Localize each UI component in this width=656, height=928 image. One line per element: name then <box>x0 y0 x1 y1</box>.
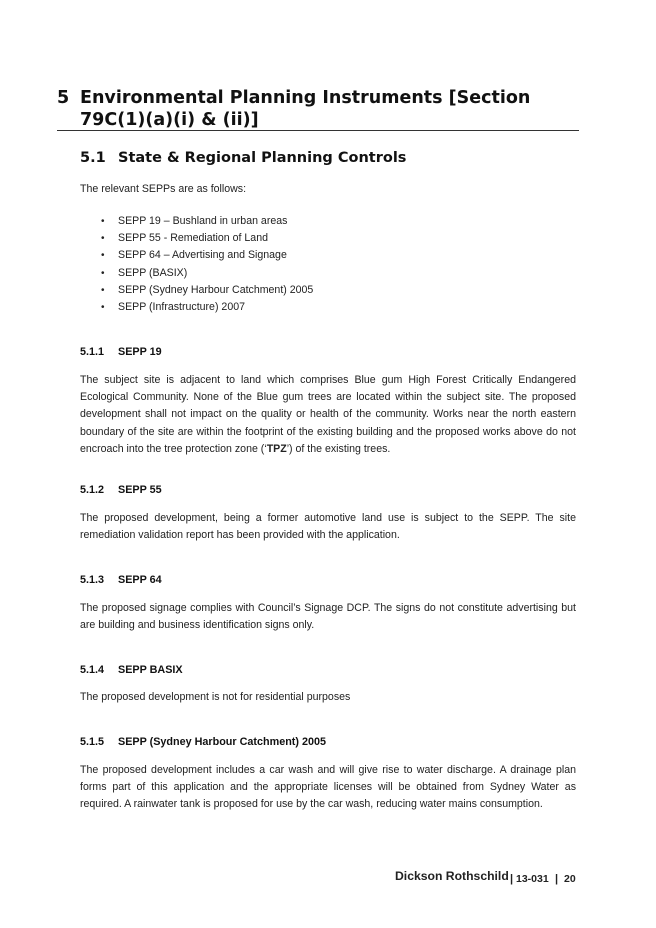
paragraph-sepp-basix: The proposed development is not for residential purposes <box>80 691 351 703</box>
list-item: • SEPP 19 – Bushland in urban areas <box>80 213 480 230</box>
document-page: 5 Environmental Planning Instruments [Section 79C(1)(a)(i) & (ii)] 5.1 State & Regional Planning Controls The relevant SEPPs are as follows: • SEPP 19 – Bushland in urban areas • SEPP 55 - Remediation of Land • SEPP 64 – Advertising and Signage • SEPP (BASIX) • SEPP (Sydney Harbour Catchment) 2005 • SEPP (Infrastructure) 2007 5.1.1 SEPP 19 The subject site is adjacent to land which comprises Blue gum High Forest Critically Endangered Ecological Community. None of the Blue gum trees are located within the subject site. The proposed development shall not impact on the quality or health of the community. Works near the north eastern boundary of the site are within the footprint of the existing building and the proposed works above do not encroach into the tree protection zone (‘TPZ’) of the existing trees. 5.1.2 SEPP 55 The proposed development, being a former automotive land use is subject to the SEPP. The site remediation validation report has been provided with the application. 5.1.3 SEPP 64 The proposed signage complies with Council’s Signage DCP. The signs do not constitute advertising but are building and business identification signs only. 5.1.4 SEPP BASIX The proposed development is not for residential purposes 5.1.5 SEPP (Sydney Harbour Catchment) 2005 The proposed development includes a car wash and will give rise to water discharge. A drainage plan forms part of this application and the appropriate licenses will be obtained from Sydney Water as required. A rainwater tank is proposed for use by the car wash, reducing water mains consumption. Dickson Rothschild | 13-031 | 20 <box>0 0 656 928</box>
paragraph-sepp-19: The subject site is adjacent to land which comprises Blue gum High Forest Critically Endangered Ecological Community. None of the Blue gum trees are located within the subject site. The proposed development shall not impact on the quality or health of the community. Works near the north eastern boundary of the site are within the footprint of the existing building and the proposed works above do not encroach into the tree protection zone (‘TPZ’) of the existing trees. <box>80 374 576 455</box>
bullet-icon: • <box>101 216 105 227</box>
page-number: 20 <box>564 873 576 885</box>
list-item: • SEPP 55 - Remediation of Land <box>80 230 480 247</box>
footer-separator: | <box>510 873 514 885</box>
bullet-icon: • <box>101 233 105 245</box>
page-footer <box>395 869 585 893</box>
list-item: • SEPP (Sydney Harbour Catchment) 2005 <box>80 282 480 299</box>
paragraph-sepp-55: The proposed development, being a former automotive land use is subject to the SEPP. The site remediation validation report has been provided with the application. <box>80 512 576 542</box>
section-title: Environmental Planning Instruments [Section 79C(1)(a)(i) & (ii)] <box>80 88 531 130</box>
company-name: Dickson Rothschild <box>395 869 509 883</box>
document-code: 13-031 <box>516 873 549 885</box>
heading-rule <box>57 130 579 131</box>
bullet-icon: • <box>101 250 105 262</box>
list-item: • SEPP (Infrastructure) 2007 <box>80 299 480 316</box>
section-number: 5 <box>57 88 70 108</box>
sepp-list <box>80 213 480 316</box>
paragraph-sepp-sydney-harbour: The proposed development includes a car wash and will give rise to water discharge. A drainage plan forms part of this application and the appropriate licenses will be obtained from Sydney Water as required. A rainwater tank is proposed for use by the car wash, reducing water mains consumption. <box>80 764 576 811</box>
paragraph-sepp-64: The proposed signage complies with Council’s Signage DCP. The signs do not constitute advertising but are building and business identification signs only. <box>80 602 576 632</box>
list-item: • SEPP 64 – Advertising and Signage <box>80 247 480 264</box>
bullet-icon: • <box>101 284 105 296</box>
bullet-icon: • <box>101 301 105 313</box>
subsection-title: State & Regional Planning Controls <box>118 150 407 166</box>
intro-paragraph: The relevant SEPPs are as follows: <box>80 183 247 195</box>
footer-separator: | <box>555 873 559 885</box>
bullet-icon: • <box>101 267 105 279</box>
subsection-number: 5.1 <box>80 150 106 166</box>
list-item: • SEPP (BASIX) <box>80 265 480 282</box>
